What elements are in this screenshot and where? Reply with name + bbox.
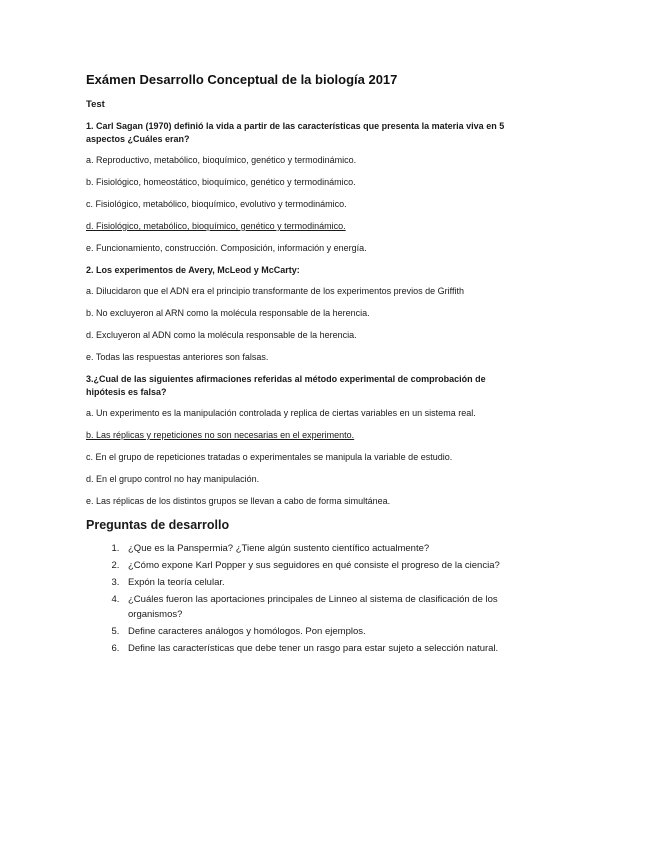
- q1-option-c: c. Fisiológico, metabólico, bioquímico, evolutivo y termodinámico.: [86, 199, 347, 209]
- q2-option-a: a. Dilucidaron que el ADN era el principio transformante de los experimentos previos de Griffith: [86, 286, 465, 296]
- q2-option-e: e. Todas las respuestas anteriores son falsas.: [86, 352, 269, 362]
- development-questions-list: [86, 541, 526, 656]
- question-2: 2. Los experimentos de Avery, McLeod y McCarty:: [86, 265, 300, 275]
- q2-option-d: d. Excluyeron al ADN como la molécula responsable de la herencia.: [86, 330, 357, 340]
- q2-option-b: b. No excluyeron al ARN como la molécula responsable de la herencia.: [86, 308, 370, 318]
- question-3: 3.¿Cual de las siguientes afirmaciones referidas al método experimental de comprobación de hipótesis es falsa?: [86, 374, 486, 397]
- development-question: 6. Define las características que debe tener un rasgo para estar sujeto a selección natural.: [122, 641, 526, 656]
- development-question: 2. ¿Cómo expone Karl Popper y sus seguidores en qué consiste el progreso de la ciencia?: [122, 558, 526, 573]
- q1-option-b: b. Fisiológico, homeostático, bioquímico, genético y termodinámico.: [86, 177, 356, 187]
- development-question: 3. Expón la teoría celular.: [122, 575, 526, 590]
- q3-option-d: d. En el grupo control no hay manipulación.: [86, 474, 260, 484]
- page-title: Exámen Desarrollo Conceptual de la biología 2017: [86, 72, 398, 87]
- q3-option-b-answer: b. Las réplicas y repeticiones no son necesarias en el experimento.: [86, 430, 355, 440]
- q1-option-d-answer: d. Fisiológico, metabólico, bioquímico, genético y termodinámico.: [86, 221, 346, 231]
- development-question: 4. ¿Cuáles fueron las aportaciones principales de Linneo al sistema de clasificación de los organismos?: [122, 592, 526, 622]
- q1-option-e: e. Funcionamiento, construcción. Composición, información y energía.: [86, 243, 367, 253]
- development-question: 5. Define caracteres análogos y homólogos. Pon ejemplos.: [122, 624, 526, 639]
- question-1: 1. Carl Sagan (1970) definió la vida a partir de las características que presenta la materia viva en 5 aspectos ¿Cuáles eran?: [86, 121, 505, 144]
- q3-option-e: e. Las réplicas de los distintos grupos se llevan a cabo de forma simultánea.: [86, 496, 391, 506]
- q3-option-c: c. En el grupo de repeticiones tratadas o experimentales se manipula la variable de estudio.: [86, 452, 453, 462]
- development-section-title: Preguntas de desarrollo: [86, 518, 230, 532]
- q1-option-a: a. Reproductivo, metabólico, bioquímico, genético y termodinámico.: [86, 155, 357, 165]
- development-question: 1. ¿Que es la Panspermia? ¿Tiene algún sustento científico actualmente?: [122, 541, 526, 556]
- test-label: Test: [86, 99, 105, 110]
- q3-option-a: a. Un experimento es la manipulación controlada y replica de ciertas variables en un sistema real.: [86, 408, 476, 418]
- document-content: [86, 72, 526, 658]
